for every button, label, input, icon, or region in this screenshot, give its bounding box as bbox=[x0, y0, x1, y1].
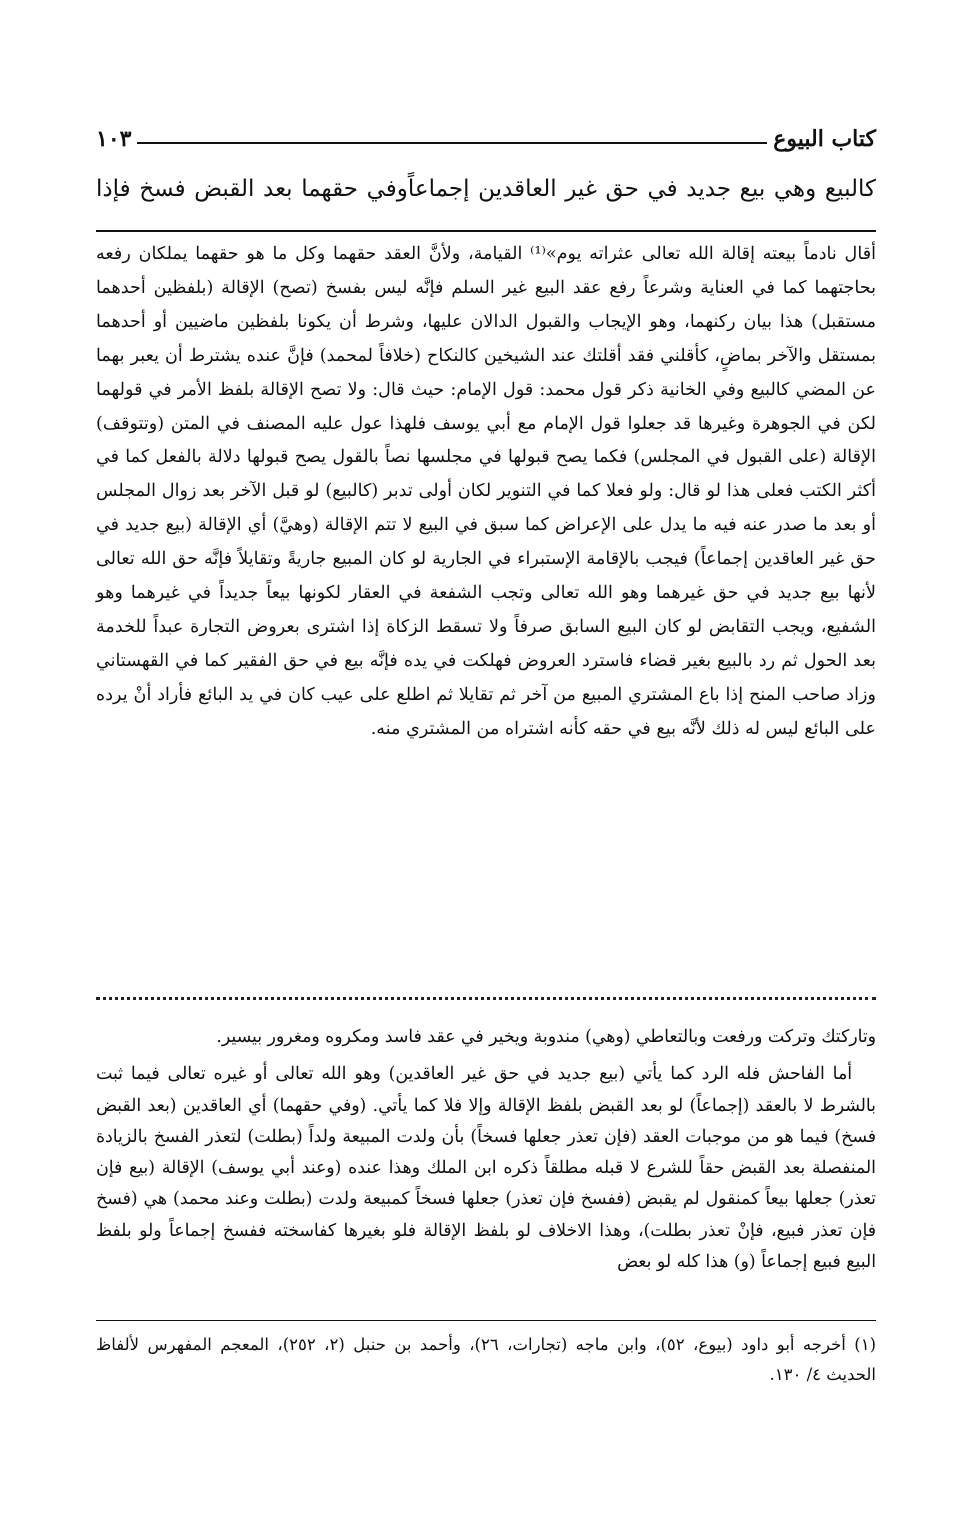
matn-text: كالبيع وهي بيع جديد في حق غير العاقدين إجماعاًوفي حقهما بعد القبض فسخ فإذا bbox=[96, 176, 876, 202]
chapter-title: كتاب البيوع bbox=[773, 126, 876, 152]
second-commentary bbox=[96, 1022, 876, 1278]
second-commentary-paragraph: أما الفاحش فله الرد كما يأتي (بيع جديد في حق غير العاقدين) وهو الله تعالى أو غيره تعالى فيما ثبت بالشرط لا بالعقد (إجماعاً) لو بعد القبض بلفظ الإقالة وإلا فلا كما يأتي. (وفي حقهما) أي العاقدين (بعد القبض فسخ) فيما هو من موجبات العقد (فإن تعذر جعلها فسخاً) بأن ولدت المبيعة ولداً (بطلت) لتعذر الفسخ بالزيادة المنفصلة بعد القبض حقاً للشرع لا قبله مطلقاً ذكره ابن الملك وهذا عنده (وعند أبي يوسف) الإقالة (بيع فإن تعذر) جعلها بيعاً كمنقول لم يقبض (ففسخ فإن تعذر) جعلها فسخاً كمبيعة ولدت (بطلت وعند محمد) هي (فسخ فإن تعذر فبيع، فإنْ تعذر بطلت)، وهذا الاخلاف لو بلفظ الإقالة فلو بغيرها كفاسخته ففسخ إجماعاً ولو بلفظ البيع فبيع إجماعاً (و) هذا كله لو بعض bbox=[96, 1064, 876, 1273]
matn-divider bbox=[96, 230, 876, 232]
page-header bbox=[96, 112, 876, 152]
dotted-separator bbox=[96, 997, 876, 1000]
commentary-paragraph: أقال نادماً بيعته إقالة الله تعالى عثراته يوم»⁽¹⁾ القيامة، ولأنَّ العقد حقهما وكل ما هو حقهما يملكان رفعه بحاجتهما كما في العناية وشرعاً رفع عقد البيع غير السلم فإنَّه ليس بفسخ (تصح) الإقالة (بلفظين أحدهما مستقبل) هذا بيان ركنهما، وهو الإيجاب والقبول الدالان عليها، وشرط أن يكونا بلفظين ماضيين أو أحدهما بمستقل والآخر بماضٍ، كأقلني فقد أقلتك عند الشيخين كالنكاح (خلافاً لمحمد) فإنَّ عنده يشترط أن يعبر بهما عن المضي كالبيع وفي الخانية ذكر قول محمد: قول الإمام: حيث قال: ولا تصح الإقالة بلفظ الأمر في قولهما لكن في الجوهرة وغيرها قد جعلوا قول الإمام مع أبي يوسف فلهذا عول عليه المصنف في المتن (وتتوقف) الإقالة (على القبول في المجلس) فكما يصح قبولها في مجلسها نصاً بالقول يصح قبولها دلالة بالفعل كما في أكثر الكتب فعلى هذا لو قال: ولو فعلا كما في التنوير لكان أولى تدبر (كالبيع) لو قبل الآخر بعد زوال المجلس أو بعد ما صدر عنه فيه ما يدل على الإعراض كما سبق في البيع لا تتم الإقالة (وهيَّ) أي الإقالة (بيع جديد في حق غير العاقدين إجماعاً) فيجب بالإقامة الإستبراء في الجارية لو كان المبيع جاريةً وتقايلاً فإنَّه حق الله تعالى لأنها بيع جديد في حق غيرهما وهو الله تعالى وتجب الشفعة في العقار لكونها بيعاً جديداً في غيرهما وهو الشفيع، ويجب التقابض لو كان البيع السابق صرفاً ولا تسقط الزكاة إذا اشترى بعروض التجارة عبداً للخدمة بعد الحول ثم رد بالبيع بغير قضاء فاسترد العروض فهلكت في يده فإنَّه بيع في حق الفقير كما في القهستاني وزاد صاحب المنح إذا باع المشتري المبيع من آخر ثم تقايلا ثم اطلع على عيب كان في يد البائع فأراد أنْ يرده على البائع ليس له ذلك لأنَّه بيع في حقه كأنه اشتراه من المشتري منه. bbox=[96, 244, 877, 739]
second-commentary-line: وتاركتك وتركت ورفعت وبالتعاطي (وهي) مندوبة ويخير في عقد فاسد ومكروه ومغرور بيسير. bbox=[216, 1027, 876, 1047]
footnote-rule bbox=[96, 1320, 876, 1321]
footnote bbox=[96, 1330, 876, 1390]
footnote-text: (١) أخرجه أبو داود (بيوع، ٥٢)، وابن ماجه (تجارات، ٢٦)، وأحمد بن حنبل (٢، ٢٥٢)، المعجم المفهرس لألفاظ الحديث ٤/ ١٣٠. bbox=[96, 1335, 877, 1384]
header-rule bbox=[137, 142, 767, 144]
commentary-text bbox=[96, 238, 876, 747]
page-number: ١٠٣ bbox=[96, 126, 132, 152]
